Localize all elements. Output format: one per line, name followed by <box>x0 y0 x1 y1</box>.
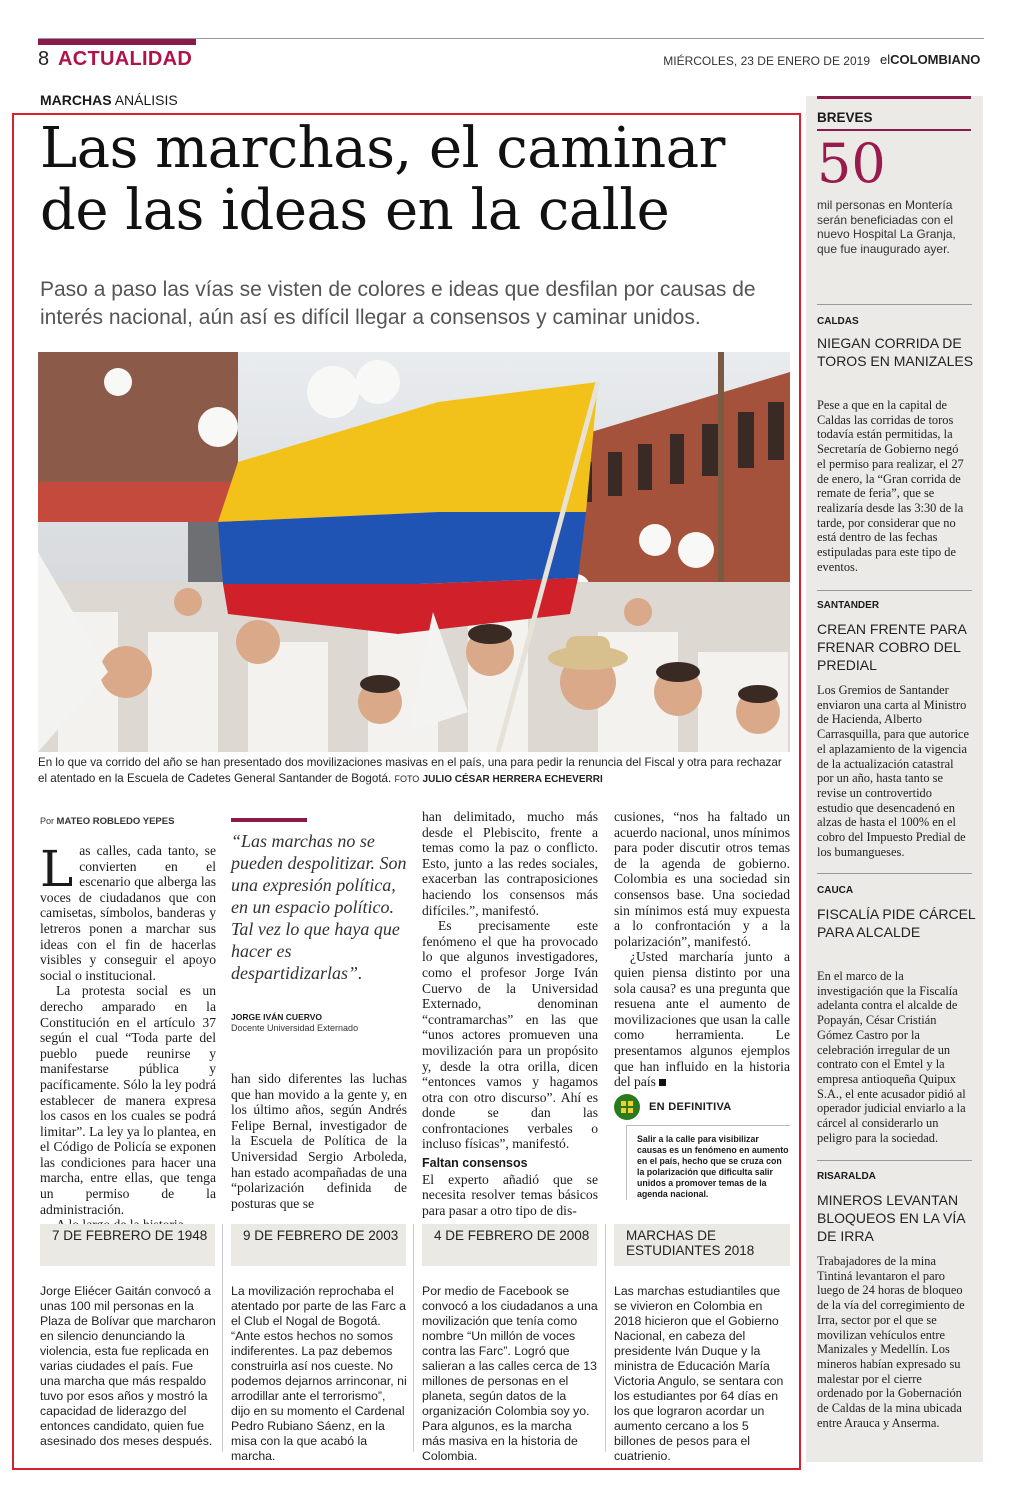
sidebar-divider <box>817 590 972 591</box>
march-photo-illustration <box>38 352 790 752</box>
paragraph: as calles, cada tanto, se convierten en el escenario que alberga las voces de ciudadanos que con camisetas, símbolos, banderas y letreros ponen a marchar sus ideas con el fin de hacerlas visibles y conseguir el apoyo social o institucional. <box>40 843 216 983</box>
quote-bar <box>231 818 307 822</box>
article-column-2 <box>231 1071 407 1211</box>
breve-region: RISARALDA <box>817 1171 876 1182</box>
photo-caption <box>38 755 790 788</box>
lead-photo <box>38 352 790 752</box>
paragraph: Es precisamente este fenómeno el que ha provocado lo que algunos investigadores, como el profesor Jorge Iván Cuervo de la Universidad Externado, denominan “contramarchas” en las que “unos actores promueven una movilización para un propósito y, desde la otra orilla, dicen “entonces vamos y hagamos otra con otro discurso”. Ahí es donde se dan las confrontaciones verbales o incluso físicas”, manifestó. <box>422 918 598 1152</box>
breve-headline: FISCALÍA PIDE CÁRCEL PARA ALCALDE <box>817 906 976 940</box>
breves-big-caption: mil personas en Montería serán beneficiadas con el nuevo Hospital La Granja, que fue inaugurado ayer. <box>817 198 956 256</box>
breves-big-number: 50 <box>817 132 886 195</box>
kicker <box>40 92 178 108</box>
timeline-divider <box>413 1224 414 1452</box>
breve-region: SANTANDER <box>817 600 880 611</box>
timeline-divider <box>222 1224 223 1452</box>
photo-credit-label: FOTO <box>394 774 420 784</box>
timeline-title: 4 DE FEBRERO DE 2008 <box>422 1224 597 1266</box>
paragraph-text: ¿Usted marcharía junto a quien piensa distinto por una sola causa? es una pregunta que resuena ante el aumento de movilizaciones que usan la calle como herramienta. Le presentamos algunos ejemplos que han influido en la historia del país <box>614 949 790 1090</box>
timeline-text: Jorge Eliécer Gaitán convocó a unas 100 mil personas en la Plaza de Bolívar que marcharon en silencio denunciando la violencia, esta fue replicada en varias ciudades el país. Fue una marcha que más respaldo tuvo por esos años y mostró la capacidad de liderazgo del entonces candidato, quien fue asesinado dos meses después. <box>40 1284 216 1448</box>
timeline-divider <box>605 1224 606 1452</box>
masthead-name: COLOMBIANO <box>890 52 981 67</box>
breves-rule <box>817 129 971 131</box>
definitiva-text: Salir a la calle para visibilizar causas es un fenómeno en aumento en el país, hecho que se cruza con la polarización que dificulta salir unidos a promover temas de la agenda nacional. <box>626 1125 790 1200</box>
page-number: 8 <box>38 48 50 70</box>
pull-quote: “Las marchas no se pueden despolitizar. Son una expresión política, en un espacio político. Tal vez lo que haya que hacer es despartidizarlas”. <box>231 831 407 983</box>
breve-text: Pese a que en la capital de Caldas las corridas de toros todavía están permitidas, la Secretaría de Gobierno negó el permiso para realizar, el 27 de enero, la “Gran corrida de remate de feria”, que se realizaría desde las 3:30 de la tarde, por considerar que no está dentro de las fechas estipuladas para este tipo de eventos. <box>817 398 964 574</box>
breve-region: CAUCA <box>817 885 854 896</box>
byline <box>40 816 174 827</box>
breve-headline: MINEROS LEVANTAN BLOQUEOS EN LA VÍA DE IRRA <box>817 1192 965 1244</box>
timeline-text: La movilización reprochaba el atentado por parte de las Farc a el Club el Nogal de Bogotá. “Ante estos hechos no somos indiferentes. La paz debemos construirla así nos cueste. No podemos dejarnos arrinconar, ni arrodillar ante el terrorismo”, dijo en su momento el Cardenal Pedro Rubiano Sáenz, en la misa con la que acabó la marcha. <box>231 1284 407 1463</box>
breve-region: CALDAS <box>817 316 859 327</box>
byline-author: MATEO ROBLEDO YEPES <box>56 816 175 827</box>
headline: Las marchas, el caminar de las ideas en la calle <box>40 116 725 243</box>
timeline-title: 7 DE FEBRERO DE 1948 <box>40 1224 215 1266</box>
article-column-3 <box>422 809 598 1218</box>
quote-role: Docente Universidad Externado <box>231 1023 359 1033</box>
kicker-type: ANÁLISIS <box>114 92 178 108</box>
breves-title: BREVES <box>817 110 873 125</box>
sidebar-divider <box>817 1160 972 1161</box>
breve-text: Los Gremios de Santander enviaron una carta al Ministro de Hacienda, Alberto Carrasquilla, para que autorice el aplazamiento de la vigencia de la actualización catastral por un año, hasta tanto se revise un controvertido estudio que desencadenó en alzas de hasta el 100% en el cobro del Impuesto Predial de los bumangueses. <box>817 683 970 859</box>
section-bar <box>38 39 196 45</box>
dropcap: L <box>40 840 74 898</box>
photo-credit: JULIO CÉSAR HERRERA ECHEVERRI <box>422 774 603 785</box>
definitiva-title: EN DEFINITIVA <box>649 1101 732 1113</box>
sidebar-divider <box>817 873 972 874</box>
masthead-prefix: el <box>880 52 891 67</box>
puzzle-icon <box>614 1094 640 1120</box>
caption-text: En lo que va corrido del año se han presentado dos movilizaciones masivas en el país, una para pedir la renuncia del Fiscal y otra para rechazar el atentado en la Escuela de Cadetes General Santander de Bogotá. <box>38 756 782 785</box>
paragraph: La protesta social es un derecho amparado en la Constitución en el artículo 37 según el cual “Toda parte del pueblo puede reunirse y manifestarse pública y pacíficamente. Sólo la ley podrá establecer de manera expresa los casos en los cuales se podrá limitar”. La ley ya lo plantea, en el Código de Policía se exponen las condiciones para hacer una marcha, entre ellas, que tenga un permiso de la administración. <box>40 983 216 1217</box>
breve-text: En el marco de la investigación que la Fiscalía adelanta contra el alcalde de Popayán, César Cristián Gómez Castro por la celebración irregular de un contrato con el Emtel y la empresa antioqueña Quipux S.A., el ente acusador pidió al operador judicial enviarlo a la cárcel al considerarlo un peligro para la sociedad. <box>817 969 966 1145</box>
article-column-4 <box>614 809 790 1090</box>
quote-author: JORGE IVÁN CUERVO <box>231 1012 323 1022</box>
article-column-1 <box>40 840 216 1233</box>
paragraph: El experto añadió que se necesita resolver temas básicos para pasar a otro tipo de dis- <box>422 1171 598 1218</box>
dek: Paso a paso las vías se visten de colores e ideas que desfilan por causas de interés nacional, aún así es difícil llegar a consensos y caminar unidos. <box>40 278 756 329</box>
timeline-title: MARCHAS DE ESTUDIANTES 2018 <box>614 1224 790 1266</box>
timeline-title: 9 DE FEBRERO DE 2003 <box>231 1224 406 1266</box>
paragraph: han delimitado, mucho más desde el Plebiscito, frente a temas como la paz o conflicto. Esto, junto a las redes sociales, exacerban las contraposiciones haciendo los consensos más difíciles.”, manifestó. <box>422 809 598 918</box>
byline-prefix: Por <box>40 816 55 826</box>
breve-headline: CREAN FRENTE PARA FRENAR COBRO DEL PREDIAL <box>817 621 967 673</box>
timeline-text: Las marchas estudiantiles que se vivieron en Colombia en 2018 hicieron que el Gobierno Nacional, en cabeza del presidente Iván Duque y la ministra de Educación María Victoria Angulo, se sentara con los estudiantes por 64 días en los que lograron acordar un aumento cercano a los 5 billones de pesos para el cuatrienio. <box>614 1284 784 1463</box>
kicker-topic: MARCHAS <box>40 92 112 108</box>
breves-bar <box>817 96 971 99</box>
subhead: Faltan consensos <box>422 1156 528 1171</box>
paragraph <box>614 949 790 1089</box>
sidebar-divider <box>817 304 972 305</box>
masthead <box>880 52 980 67</box>
paragraph: cusiones, “nos ha faltado un acuerdo nacional, unos mínimos para poder discutir otros temas de la agenda de gobierno. Colombia es una sociedad sin consensos base. Una sociedad sin mínimos está muy expuesta a lo confrontación y a la polarización”, manifestó. <box>614 809 790 949</box>
issue-date: MIÉRCOLES, 23 DE ENERO DE 2019 <box>663 54 870 68</box>
section-name: ACTUALIDAD <box>58 48 193 70</box>
paragraph: han sido diferentes las luchas que han movido a la gente y, en los último años, según Andrés Felipe Bernal, investigador de la Escuela de Política de la Universidad Sergio Arboleda, han estado acompañadas de una “polarización definida de posturas que se <box>231 1071 407 1211</box>
end-mark-icon <box>659 1079 666 1086</box>
timeline-text: Por medio de Facebook se convocó a los ciudadanos a una movilización que tenía como nombre “Un millón de voces contra las Farc”. Logró que salieran a las calles cerca de 13 millones de personas en el planeta, según datos de la organización Colombia soy yo. Para algunos, es la marcha más masiva en la historia de Colombia. <box>422 1284 598 1463</box>
breve-headline: NIEGAN CORRIDA DE TOROS EN MANIZALES <box>817 335 974 369</box>
breve-text: Trabajadores de la mina Tintiná levantaron el paro luego de 24 horas de bloqueo de la vía del corregimiento de Irra, sector por el que se movilizan vehículos entre Manizales y Medellín. Los mineros habían expresado su malestar por el cierre ordenado por la Gobernación de Caldas de la mina ubicada entre Arauca y Anserma. <box>817 1254 965 1430</box>
